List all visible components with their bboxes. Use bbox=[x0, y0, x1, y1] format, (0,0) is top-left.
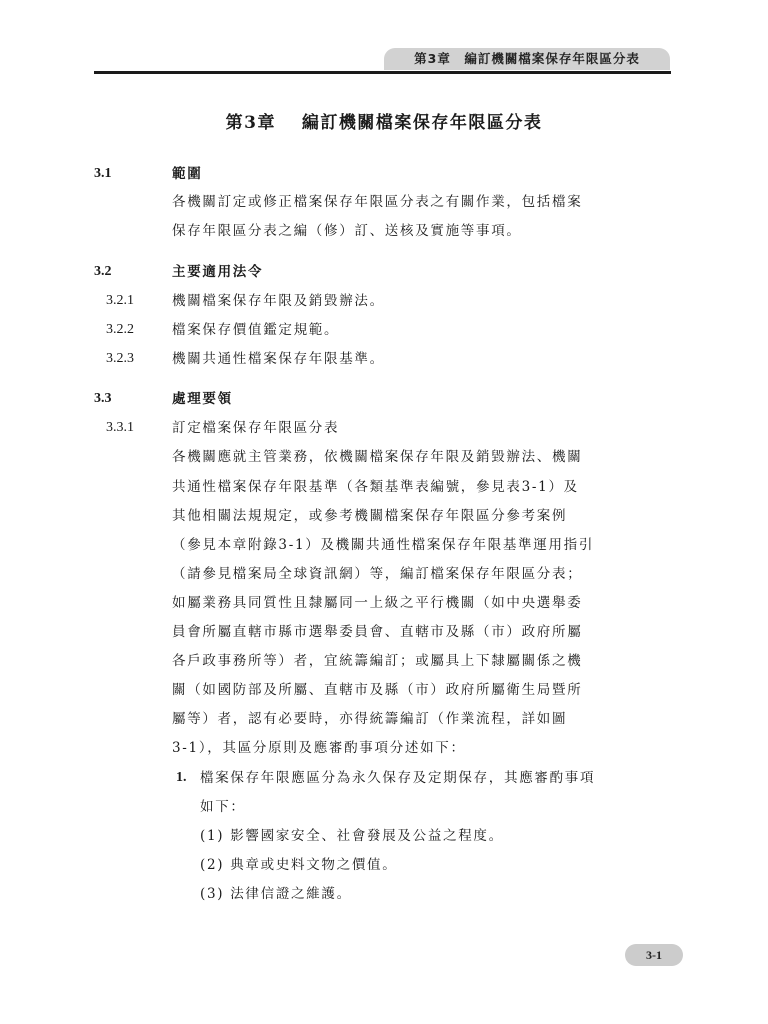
header-rule bbox=[94, 71, 671, 74]
item-text: 檔案保存價值鑑定規範。 bbox=[172, 322, 340, 338]
sublist-item: (2) 典章或史料文物之價值。 bbox=[200, 857, 398, 873]
sublist-item: (3) 法律信證之維護。 bbox=[200, 886, 352, 902]
paragraph-line: （參見本章附錄3-1）及機關共通性檔案保存年限基準運用指引 bbox=[172, 537, 595, 553]
paragraph-line: 其他相關法規規定，或參考機關檔案保存年限區分參考案例 bbox=[172, 508, 568, 524]
chapter-title: 第3章 編訂機關檔案保存年限區分表 bbox=[225, 113, 543, 133]
item-number: 3.2.3 bbox=[106, 351, 134, 366]
item-number: 3.2.2 bbox=[106, 322, 134, 337]
item-text: 機關檔案保存年限及銷毀辦法。 bbox=[172, 293, 385, 309]
paragraph-line: 各戶政事務所等）者，宜統籌編訂；或屬具上下隸屬關係之機 bbox=[172, 653, 583, 669]
paragraph-line: 3-1），其區分原則及應審酌事項分述如下： bbox=[172, 740, 466, 756]
paragraph-line: （請參見檔案局全球資訊網）等，編訂檔案保存年限區分表； bbox=[172, 566, 583, 582]
paragraph-line: 共通性檔案保存年限基準（各類基準表編號，參見表3-1）及 bbox=[172, 479, 579, 495]
paragraph-line: 關（如國防部及所屬、直轄市及縣（市）政府所屬衛生局暨所 bbox=[172, 682, 583, 698]
item-number: 3.2.1 bbox=[106, 293, 134, 308]
paragraph-line: 各機關應就主管業務，依機關檔案保存年限及銷毀辦法、機關 bbox=[172, 449, 583, 465]
paragraph-line: 各機關訂定或修正檔案保存年限區分表之有關作業，包括檔案 bbox=[172, 194, 583, 210]
sublist-item: (1) 影響國家安全、社會發展及公益之程度。 bbox=[200, 828, 504, 844]
list-item-line: 如下： bbox=[200, 799, 246, 815]
section-number: 3.1 bbox=[94, 166, 112, 181]
section-heading: 處理要領 bbox=[172, 391, 233, 407]
section-heading: 範圍 bbox=[172, 166, 203, 182]
section-number: 3.2 bbox=[94, 264, 112, 279]
page-number-badge: 3-1 bbox=[625, 944, 683, 966]
list-marker: 1. bbox=[176, 770, 187, 785]
paragraph-line: 屬等）者，認有必要時，亦得統籌編訂（作業流程，詳如圖 bbox=[172, 711, 568, 727]
list-item-line: 檔案保存年限應區分為永久保存及定期保存，其應審酌事項 bbox=[200, 770, 596, 786]
item-text: 機關共通性檔案保存年限基準。 bbox=[172, 351, 385, 367]
subsection-heading: 訂定檔案保存年限區分表 bbox=[172, 420, 340, 436]
subsection-number: 3.3.1 bbox=[106, 420, 134, 435]
paragraph-line: 保存年限區分表之編（修）訂、送核及實施等事項。 bbox=[172, 223, 522, 239]
running-header: 第3章 編訂機關檔案保存年限區分表 bbox=[384, 48, 670, 70]
paragraph-line: 如屬業務具同質性且隸屬同一上級之平行機關（如中央選舉委 bbox=[172, 595, 583, 611]
paragraph-line: 員會所屬直轄市縣市選舉委員會、直轄市及縣（市）政府所屬 bbox=[172, 624, 583, 640]
section-number: 3.3 bbox=[94, 391, 112, 406]
section-heading: 主要適用法令 bbox=[172, 264, 264, 280]
